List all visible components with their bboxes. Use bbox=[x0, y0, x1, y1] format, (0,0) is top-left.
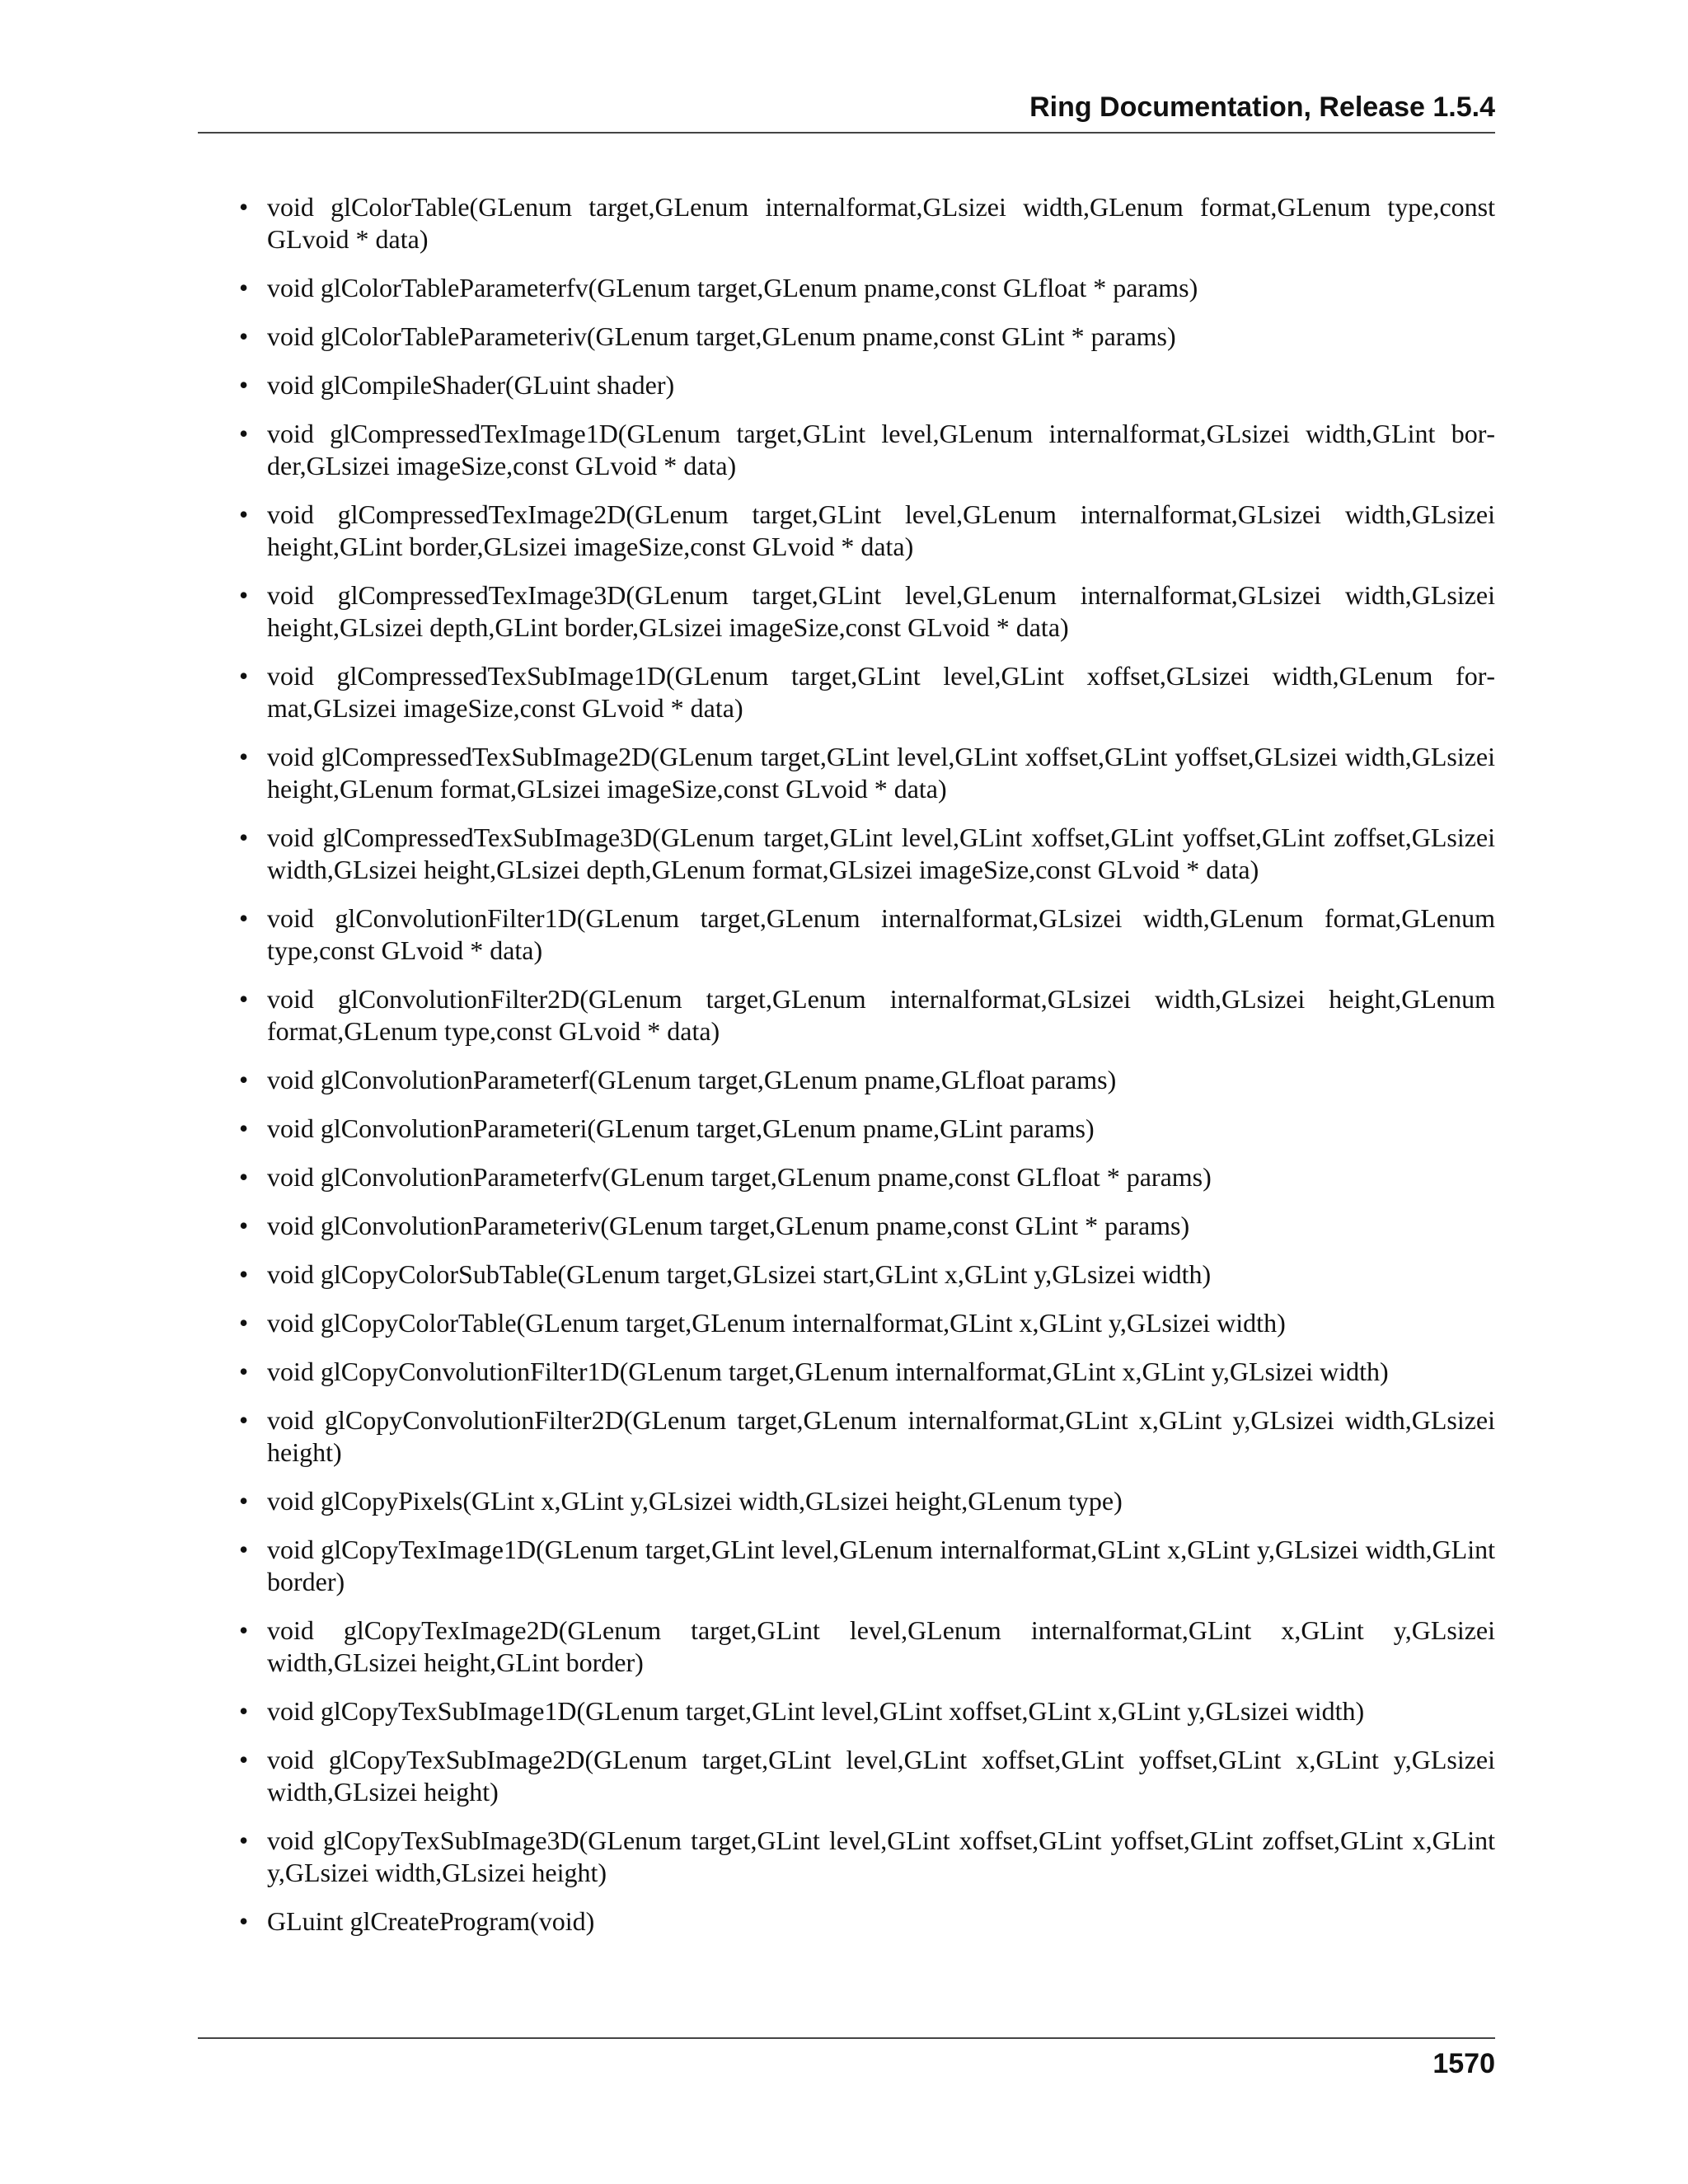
function-signature: void glCopyTexSubImage2D(GLenum target,GLint level,GLint xoffset,GLint yoffset,GLint x,GLint y,GLsizei width,GLsizei height) bbox=[267, 1745, 1495, 1807]
function-signature: void glCopyPixels(GLint x,GLint y,GLsizei width,GLsizei height,GLenum type) bbox=[267, 1486, 1123, 1516]
list-item bbox=[198, 321, 1495, 353]
bullet-icon: • bbox=[239, 823, 249, 852]
page-number: 1570 bbox=[1432, 2048, 1495, 2079]
list-item bbox=[198, 822, 1495, 886]
function-signature: GLuint glCreateProgram(void) bbox=[267, 1906, 595, 1936]
bullet-icon: • bbox=[239, 1211, 249, 1240]
bullet-icon: • bbox=[239, 1308, 249, 1338]
list-item bbox=[198, 191, 1495, 255]
list-item bbox=[198, 1258, 1495, 1291]
function-signature: void glConvolutionParameterf(GLenum target,GLenum pname,GLfloat params) bbox=[267, 1065, 1117, 1094]
bullet-icon: • bbox=[239, 192, 249, 222]
page-footer bbox=[198, 2037, 1495, 2088]
bullet-icon: • bbox=[239, 1906, 249, 1936]
bullet-icon: • bbox=[239, 1486, 249, 1516]
list-item bbox=[198, 369, 1495, 401]
bullet-icon: • bbox=[239, 1535, 249, 1564]
function-signature: void glCopyTexSubImage1D(GLenum target,GLint level,GLint xoffset,GLint x,GLint y,GLsizei width) bbox=[267, 1696, 1365, 1726]
list-item bbox=[198, 1404, 1495, 1469]
bullet-icon: • bbox=[239, 1615, 249, 1645]
function-signature: void glCopyTexImage1D(GLenum target,GLint level,GLenum internalformat,GLint x,GLint y,GLsizei width,GLint border) bbox=[267, 1535, 1495, 1596]
function-signature: void glCompileShader(GLuint shader) bbox=[267, 370, 675, 400]
function-signature: void glConvolutionFilter2D(GLenum target,GLenum internalformat,GLsizei width,GLsizei height,GLenum format,GLenum type,const GLvoid * data) bbox=[267, 984, 1495, 1046]
bullet-icon: • bbox=[239, 419, 249, 448]
bullet-icon: • bbox=[239, 903, 249, 933]
function-signature: void glConvolutionParameterfv(GLenum target,GLenum pname,const GLfloat * params) bbox=[267, 1162, 1212, 1192]
function-signature: void glCopyTexImage2D(GLenum target,GLint level,GLenum internalformat,GLint x,GLint y,GLsizei width,GLsizei height,GLint border) bbox=[267, 1615, 1495, 1677]
bullet-icon: • bbox=[239, 742, 249, 771]
bullet-icon: • bbox=[239, 273, 249, 302]
function-signature: void glColorTableParameteriv(GLenum target,GLenum pname,const GLint * params) bbox=[267, 321, 1176, 351]
list-item bbox=[198, 499, 1495, 563]
bullet-icon: • bbox=[239, 1825, 249, 1855]
bullet-icon: • bbox=[239, 1113, 249, 1143]
function-signature: void glCompressedTexImage2D(GLenum target,GLint level,GLenum internalformat,GLsizei width,GLsizei height,GLint border,GLsizei imageSize,const GLvoid * data) bbox=[267, 499, 1495, 561]
main-content bbox=[198, 191, 1495, 1954]
bullet-icon: • bbox=[239, 1745, 249, 1774]
function-signature: void glCopyTexSubImage3D(GLenum target,GLint level,GLint xoffset,GLint yoffset,GLint zoffset,GLint x,GLint y,GLsizei width,GLsizei height) bbox=[267, 1825, 1495, 1887]
function-signature: void glColorTable(GLenum target,GLenum internalformat,GLsizei width,GLenum format,GLenum type,const GLvoid * data) bbox=[267, 192, 1495, 254]
list-item bbox=[198, 1307, 1495, 1339]
list-item bbox=[198, 1825, 1495, 1889]
function-signature: void glCompressedTexSubImage1D(GLenum target,GLint level,GLint xoffset,GLsizei width,GLenum format,GLsizei imageSize,const GLvoid * data) bbox=[267, 661, 1495, 723]
list-item bbox=[198, 579, 1495, 644]
list-item bbox=[198, 1695, 1495, 1727]
bullet-icon: • bbox=[239, 321, 249, 351]
list-item bbox=[198, 1485, 1495, 1517]
bullet-icon: • bbox=[239, 984, 249, 1014]
function-signature: void glCopyConvolutionFilter2D(GLenum target,GLenum internalformat,GLint x,GLint y,GLsizei width,GLsizei height) bbox=[267, 1405, 1495, 1467]
function-signature: void glConvolutionParameteriv(GLenum target,GLenum pname,const GLint * params) bbox=[267, 1211, 1190, 1240]
bullet-icon: • bbox=[239, 1162, 249, 1192]
bullet-icon: • bbox=[239, 1357, 249, 1386]
bullet-icon: • bbox=[239, 1065, 249, 1094]
function-signature: void glCopyColorSubTable(GLenum target,GLsizei start,GLint x,GLint y,GLsizei width) bbox=[267, 1259, 1212, 1289]
function-signature: void glCopyColorTable(GLenum target,GLenum internalformat,GLint x,GLint y,GLsizei width) bbox=[267, 1308, 1286, 1338]
function-signature: void glConvolutionParameteri(GLenum target,GLenum pname,GLint params) bbox=[267, 1113, 1095, 1143]
list-item bbox=[198, 983, 1495, 1047]
function-list bbox=[198, 191, 1495, 1938]
bullet-icon: • bbox=[239, 580, 249, 610]
function-signature: void glColorTableParameterfv(GLenum target,GLenum pname,const GLfloat * params) bbox=[267, 273, 1198, 302]
list-item bbox=[198, 741, 1495, 805]
list-item bbox=[198, 1534, 1495, 1598]
function-signature: void glCopyConvolutionFilter1D(GLenum target,GLenum internalformat,GLint x,GLint y,GLsizei width) bbox=[267, 1357, 1389, 1386]
list-item bbox=[198, 902, 1495, 967]
list-item bbox=[198, 1615, 1495, 1679]
list-item bbox=[198, 1905, 1495, 1938]
page-header bbox=[198, 91, 1495, 134]
function-signature: void glCompressedTexImage1D(GLenum target,GLint level,GLenum internalformat,GLsizei width,GLint border,GLsizei imageSize,const GLvoid * data) bbox=[267, 419, 1495, 480]
header-title: Ring Documentation, Release 1.5.4 bbox=[1029, 91, 1495, 123]
bullet-icon: • bbox=[239, 370, 249, 400]
bullet-icon: • bbox=[239, 1696, 249, 1726]
list-item bbox=[198, 660, 1495, 724]
bullet-icon: • bbox=[239, 499, 249, 529]
list-item bbox=[198, 1356, 1495, 1388]
list-item bbox=[198, 272, 1495, 304]
list-item bbox=[198, 1744, 1495, 1808]
list-item bbox=[198, 1210, 1495, 1242]
bullet-icon: • bbox=[239, 1259, 249, 1289]
function-signature: void glCompressedTexImage3D(GLenum target,GLint level,GLenum internalformat,GLsizei width,GLsizei height,GLsizei depth,GLint border,GLsizei imageSize,const GLvoid * data) bbox=[267, 580, 1495, 642]
bullet-icon: • bbox=[239, 661, 249, 691]
bullet-icon: • bbox=[239, 1405, 249, 1435]
list-item bbox=[198, 1161, 1495, 1193]
list-item bbox=[198, 1113, 1495, 1145]
function-signature: void glCompressedTexSubImage3D(GLenum target,GLint level,GLint xoffset,GLint yoffset,GLint zoffset,GLsizei width,GLsizei height,GLsizei depth,GLenum format,GLsizei imageSize,const GLvoid * data) bbox=[267, 823, 1495, 884]
function-signature: void glConvolutionFilter1D(GLenum target,GLenum internalformat,GLsizei width,GLenum format,GLenum type,const GLvoid * data) bbox=[267, 903, 1495, 965]
function-signature: void glCompressedTexSubImage2D(GLenum target,GLint level,GLint xoffset,GLint yoffset,GLsizei width,GLsizei height,GLenum format,GLsizei imageSize,const GLvoid * data) bbox=[267, 742, 1495, 804]
list-item bbox=[198, 1064, 1495, 1096]
list-item bbox=[198, 418, 1495, 482]
